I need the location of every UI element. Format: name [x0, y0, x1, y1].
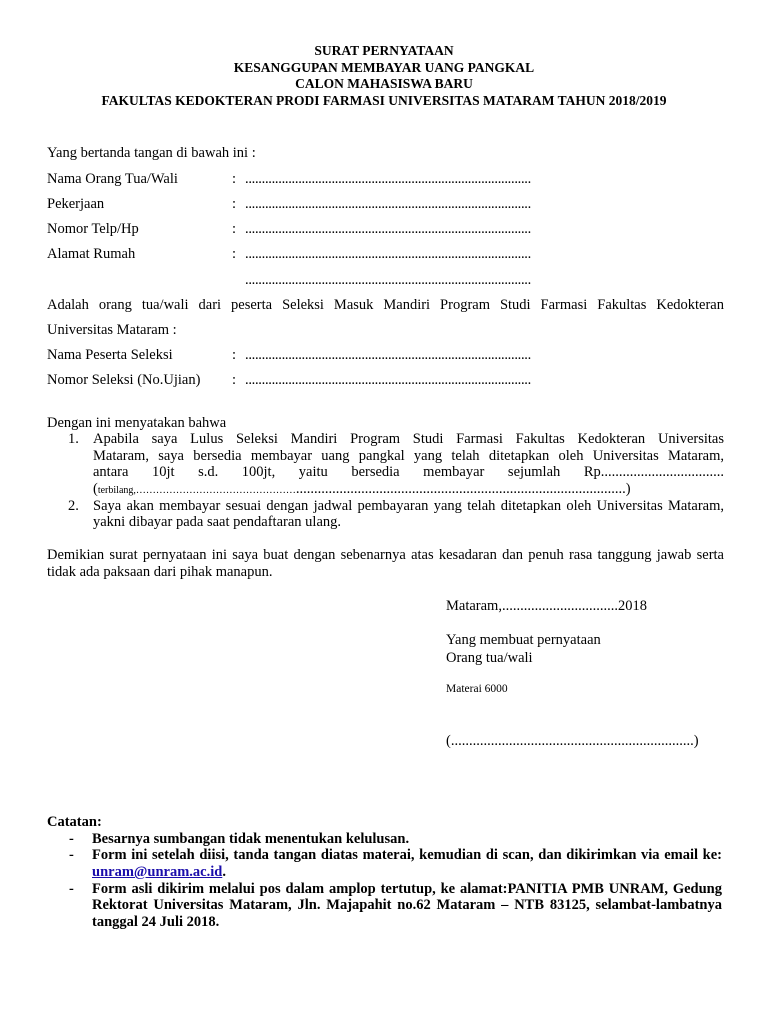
fill-in-line[interactable]: ......................................................................................	[245, 196, 531, 212]
field-label: Pekerjaan	[47, 196, 105, 212]
note-item-2-end: .	[222, 864, 226, 881]
field-label: Nomor Telp/Hp	[47, 221, 139, 237]
signature-name-line[interactable]: (...................................................................)	[446, 733, 699, 749]
role-label: Orang tua/wali	[446, 650, 533, 666]
statement-item-1-line-4	[93, 481, 724, 498]
field-label: Alamat Rumah	[47, 246, 136, 262]
fill-in-line[interactable]: ......................................................................................	[245, 171, 531, 187]
notes-title: Catatan:	[47, 814, 102, 830]
statement-item-1	[68, 431, 724, 498]
title-line-2: KESANGGUPAN MEMBAYAR UANG PANGKAL	[233, 59, 535, 75]
parent-paragraph-line-1: Adalah orang tua/wali dari peserta Seleksi Masuk Mandiri Program Studi Farmasi Fakultas Kedokteran	[47, 297, 724, 313]
statement-item-1-line-3: antara 10jt s.d. 100jt, yaitu bersedia membayar sejumlah Rp..................................	[93, 464, 724, 481]
fill-in-line[interactable]: ......................................................................................	[245, 272, 531, 288]
list-dash: -	[69, 880, 74, 897]
field-colon: :	[232, 221, 237, 237]
list-number: 1.	[68, 431, 79, 447]
terbilang-label: terbilang,…………………………………………	[97, 485, 296, 497]
note-item-2	[47, 847, 722, 880]
field-label: Nama Peserta Seleksi	[47, 347, 173, 363]
title-line-4: FAKULTAS KEDOKTERAN PRODI FARMASI UNIVERSITAS MATARAM TAHUN 2018/2019	[101, 92, 667, 108]
intro-text: Yang bertanda tangan di bawah ini :	[47, 145, 256, 161]
field-colon: :	[232, 347, 237, 363]
field-colon: :	[232, 372, 237, 388]
note-item-3	[47, 881, 722, 931]
parent-paragraph-line-2: Universitas Mataram :	[47, 322, 177, 338]
statement-item-2-text: Saya akan membayar sesuai dengan jadwal pembayaran yang telah ditetapkan oleh Universitas Mataram, yakni dibayar pada saat pendaftaran ulang.	[93, 497, 724, 531]
amount-words-line[interactable]: ...........................................................................................)	[295, 481, 631, 498]
title-line-3: CALON MAHASISWA BARU	[295, 76, 473, 91]
note-item-1	[47, 831, 722, 848]
fill-in-line[interactable]: ......................................................................................	[245, 347, 531, 363]
list-dash: -	[69, 847, 74, 864]
fill-in-line[interactable]: ......................................................................................	[245, 221, 531, 237]
statement-item-1-line-2: Mataram, saya bersedia membayar uang pangkal yang telah ditetapkan oleh Universitas Mataram,	[93, 447, 724, 464]
note-item-3-text: Form asli dikirim melalui pos dalam amplop tertutup, ke alamat:PANITIA PMB UNRAM, Gedung Rektorat Universitas Mataram, Jln. Majapahit no.62 Mataram – NTB 83125, selambat-lambatnya tanggal 24 Juli 2018.	[92, 880, 722, 931]
fill-in-line[interactable]: ......................................................................................	[245, 246, 531, 262]
notes-section	[47, 814, 722, 931]
statement-item-1-line-1: Apabila saya Lulus Seleksi Mandiri Program Studi Farmasi Fakultas Kedokteran Universitas	[93, 431, 724, 447]
open-paren: (	[93, 481, 98, 498]
statement-lead: Dengan ini menyatakan bahwa	[47, 415, 227, 431]
note-item-1-text: Besarnya sumbangan tidak menentukan kelulusan.	[92, 830, 410, 847]
document-title	[0, 43, 768, 109]
field-colon: :	[232, 196, 237, 212]
stamp-label: Materai 6000	[446, 683, 508, 695]
fill-in-line[interactable]: ......................................................................................	[245, 372, 531, 388]
email-link[interactable]: unram@unram.ac.id	[92, 864, 223, 881]
list-number: 2.	[68, 497, 79, 514]
note-item-2-text: Form ini setelah diisi, tanda tangan diatas materai, kemudian di scan, dan dikirimkan via email ke:	[92, 847, 722, 864]
field-colon: :	[232, 246, 237, 262]
statement-list	[68, 431, 724, 531]
list-dash: -	[69, 830, 74, 847]
statement-item-2	[68, 498, 724, 531]
field-label: Nomor Seleksi (No.Ujian)	[47, 372, 201, 388]
place-date-line[interactable]: Mataram,................................2018	[446, 598, 647, 614]
field-colon: :	[232, 171, 237, 187]
title-line-1: SURAT PERNYATAAN	[314, 43, 454, 58]
maker-label: Yang membuat pernyataan	[446, 632, 601, 648]
field-label: Nama Orang Tua/Wali	[47, 171, 178, 187]
closing-paragraph: Demikian surat pernyataan ini saya buat dengan sebenarnya atas kesadaran dan penuh rasa tanggung jawab serta tidak ada paksaan dari pihak manapun.	[47, 547, 724, 580]
